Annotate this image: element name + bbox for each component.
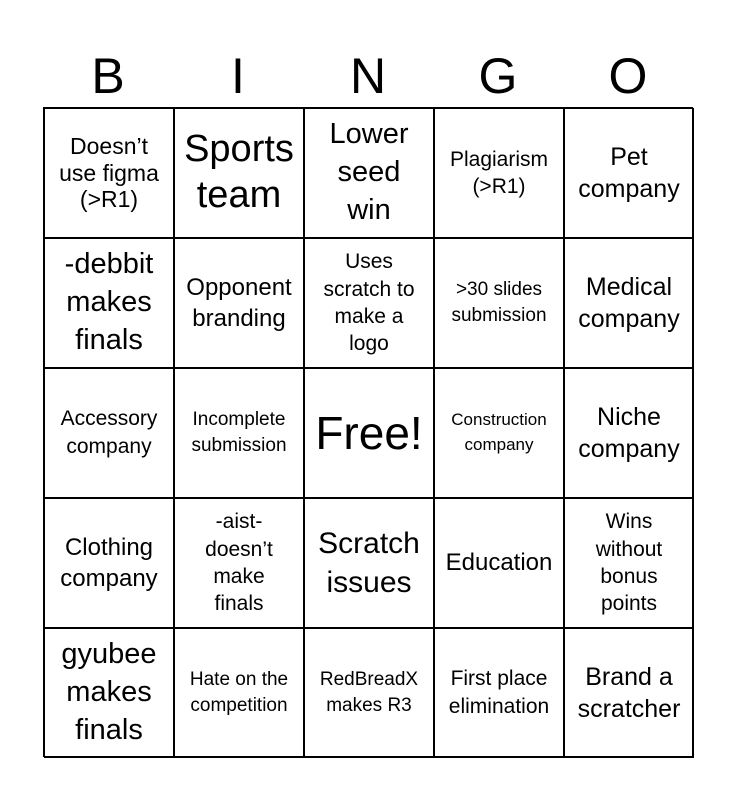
bingo-cell-r1c2[interactable]: Sports team [174,108,304,238]
bingo-cell-r2c2[interactable]: Opponent branding [174,238,304,368]
bingo-cell-r2c1[interactable]: -debbit makes finals [44,238,174,368]
bingo-cell-r3c1[interactable]: Accessory company [44,368,174,498]
bingo-cell-r3c4[interactable]: Construction company [434,368,564,498]
bingo-cell-r1c5[interactable]: Pet company [564,108,694,238]
bingo-cell-r5c3[interactable]: RedBreadX makes R3 [304,628,434,758]
bingo-cell-r4c3[interactable]: Scratch issues [304,498,434,628]
bingo-cell-free[interactable]: Free! [304,368,434,498]
bingo-cell-r4c5[interactable]: Wins without bonus points [564,498,694,628]
header-letter-i: I [231,48,245,104]
header-letter-o: O [608,48,648,104]
bingo-cell-r3c5[interactable]: Niche company [564,368,694,498]
bingo-cell-r5c4[interactable]: First place elimination [434,628,564,758]
bingo-cell-r2c3[interactable]: Uses scratch to make a logo [304,238,434,368]
bingo-cell-r1c4[interactable]: Plagiarism (>R1) [434,108,564,238]
bingo-cell-r1c3[interactable]: Lower seed win [304,108,434,238]
bingo-header [43,44,693,108]
bingo-cell-r2c5[interactable]: Medical company [564,238,694,368]
header-letter-g: G [478,48,518,104]
bingo-cell-r3c2[interactable]: Incomplete submission [174,368,304,498]
bingo-grid [43,107,693,757]
bingo-cell-r4c1[interactable]: Clothing company [44,498,174,628]
bingo-cell-r2c4[interactable]: >30 slides submission [434,238,564,368]
bingo-cell-r4c2[interactable]: -aist- doesn’t make finals [174,498,304,628]
bingo-cell-r1c1[interactable]: Doesn’t use figma (>R1) [44,108,174,238]
header-letter-b: B [91,48,125,104]
bingo-cell-r4c4[interactable]: Education [434,498,564,628]
bingo-cell-r5c1[interactable]: gyubee makes finals [44,628,174,758]
bingo-cell-r5c5[interactable]: Brand a scratcher [564,628,694,758]
bingo-cell-r5c2[interactable]: Hate on the competition [174,628,304,758]
header-letter-n: N [349,48,387,104]
